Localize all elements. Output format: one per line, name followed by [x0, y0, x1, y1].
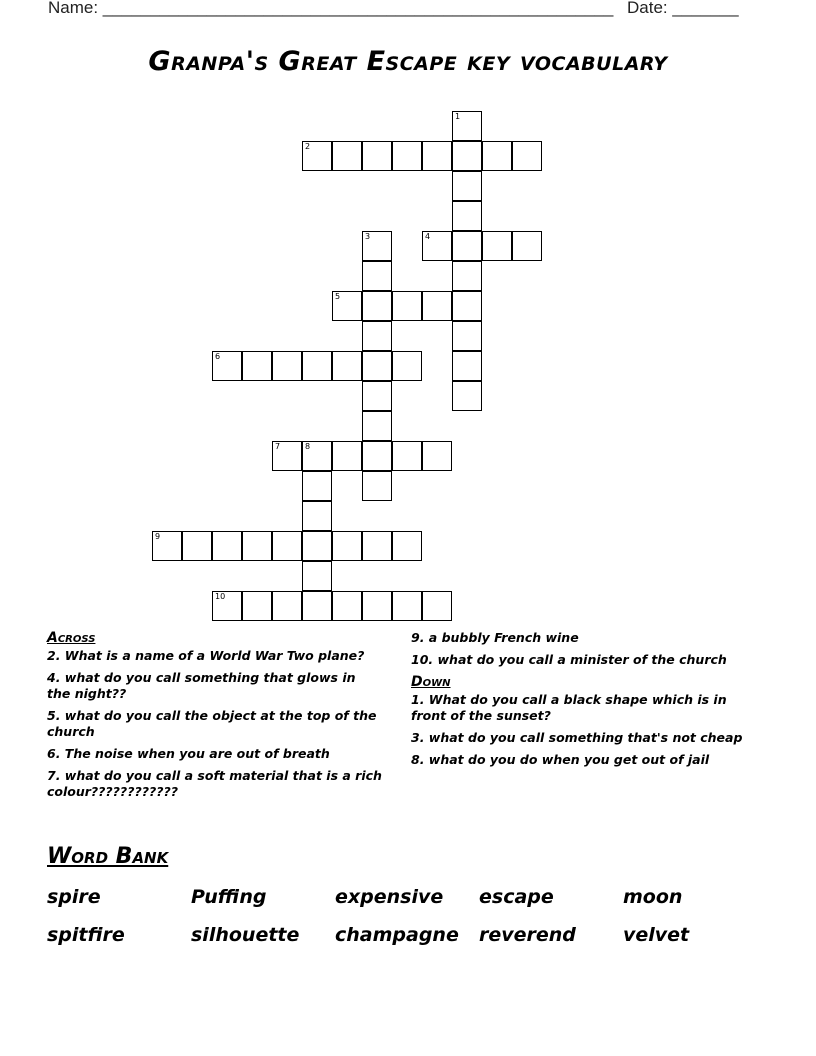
grid-cell[interactable]	[242, 531, 272, 561]
clues-column-left	[47, 630, 382, 806]
grid-cell[interactable]	[152, 531, 182, 561]
word-bank-item: champagne	[335, 924, 459, 946]
grid-cell[interactable]	[362, 441, 392, 471]
grid-cell[interactable]	[362, 591, 392, 621]
clue-across-2: 2. What is a name of a World War Two plane?	[47, 648, 365, 663]
grid-cell[interactable]	[392, 141, 422, 171]
clue-across-5: 5. what do you call the object at the top of the church	[47, 708, 377, 739]
grid-cell[interactable]	[452, 231, 482, 261]
grid-cell[interactable]	[422, 441, 452, 471]
clue-number-label: 1	[455, 112, 461, 121]
grid-cell[interactable]	[392, 351, 422, 381]
grid-cell[interactable]	[182, 531, 212, 561]
grid-cell[interactable]	[302, 561, 332, 591]
grid-cell[interactable]	[332, 531, 362, 561]
grid-cell[interactable]	[452, 261, 482, 291]
clue-number-label: 4	[425, 232, 431, 241]
grid-cell[interactable]	[302, 591, 332, 621]
grid-cell[interactable]	[272, 591, 302, 621]
clue-number-label: 10	[215, 592, 226, 601]
grid-cell[interactable]	[362, 411, 392, 441]
clue-down-8: 8. what do you do when you get out of jail	[411, 752, 710, 767]
grid-cell[interactable]	[302, 141, 332, 171]
grid-cell[interactable]	[362, 291, 392, 321]
word-bank-item: expensive	[335, 886, 444, 908]
down-heading: Down	[411, 674, 451, 690]
grid-cell[interactable]	[302, 441, 332, 471]
grid-cell[interactable]	[452, 171, 482, 201]
clue-across-7: 7. what do you call a soft material that is a rich colour????????????	[47, 768, 382, 799]
grid-cell[interactable]	[452, 111, 482, 141]
grid-cell[interactable]	[272, 351, 302, 381]
clue-number-label: 6	[215, 352, 221, 361]
word-bank-item: escape	[479, 886, 554, 908]
clue-number-label: 9	[155, 532, 161, 541]
grid-cell[interactable]	[332, 351, 362, 381]
grid-cell[interactable]	[452, 291, 482, 321]
grid-cell[interactable]	[332, 141, 362, 171]
grid-cell[interactable]	[362, 321, 392, 351]
grid-cell[interactable]	[512, 231, 542, 261]
name-field-label: Name: ______________________________________________________	[48, 0, 614, 17]
word-bank-item: reverend	[479, 924, 576, 946]
word-bank-item: spire	[47, 886, 101, 908]
clue-number-label: 3	[365, 232, 371, 241]
grid-cell[interactable]	[272, 441, 302, 471]
grid-cell[interactable]	[212, 591, 242, 621]
grid-cell[interactable]	[362, 261, 392, 291]
grid-cell[interactable]	[422, 141, 452, 171]
clue-across-4: 4. what do you call something that glows in the night??	[47, 670, 356, 701]
grid-cell[interactable]	[362, 531, 392, 561]
clues-column-right	[411, 630, 756, 774]
clue-down-1: 1. What do you call a black shape which is in front of the sunset?	[411, 692, 727, 723]
across-heading: Across	[47, 630, 96, 646]
clue-number-label: 2	[305, 142, 311, 151]
grid-cell[interactable]	[452, 351, 482, 381]
word-bank-item: velvet	[623, 924, 690, 946]
word-bank-item: Puffing	[191, 886, 267, 908]
grid-cell[interactable]	[452, 381, 482, 411]
grid-cell[interactable]	[362, 351, 392, 381]
clue-number-label: 8	[305, 442, 311, 451]
grid-cell[interactable]	[452, 201, 482, 231]
grid-cell[interactable]	[362, 231, 392, 261]
word-bank-item: spitfire	[47, 924, 125, 946]
grid-cell[interactable]	[392, 591, 422, 621]
word-bank-title: Word Bank	[47, 844, 169, 869]
grid-cell[interactable]	[272, 531, 302, 561]
grid-cell[interactable]	[362, 141, 392, 171]
clue-across-10: 10. what do you call a minister of the church	[411, 652, 727, 667]
clue-number-label: 7	[275, 442, 281, 451]
grid-cell[interactable]	[392, 531, 422, 561]
grid-cell[interactable]	[422, 291, 452, 321]
grid-cell[interactable]	[302, 471, 332, 501]
grid-cell[interactable]	[482, 141, 512, 171]
grid-cell[interactable]	[512, 141, 542, 171]
grid-cell[interactable]	[422, 231, 452, 261]
grid-cell[interactable]	[242, 351, 272, 381]
grid-cell[interactable]	[302, 501, 332, 531]
grid-cell[interactable]	[452, 321, 482, 351]
page-title: Granpa's Great Escape key vocabulary	[148, 46, 668, 77]
clue-number-label: 5	[335, 292, 341, 301]
grid-cell[interactable]	[302, 531, 332, 561]
grid-cell[interactable]	[212, 531, 242, 561]
grid-cell[interactable]	[332, 291, 362, 321]
grid-cell[interactable]	[362, 471, 392, 501]
grid-cell[interactable]	[302, 351, 332, 381]
word-bank-item: silhouette	[191, 924, 300, 946]
grid-cell[interactable]	[332, 441, 362, 471]
clue-across-9: 9. a bubbly French wine	[411, 630, 579, 645]
grid-cell[interactable]	[422, 591, 452, 621]
grid-cell[interactable]	[332, 591, 362, 621]
grid-cell[interactable]	[362, 381, 392, 411]
word-bank-item: moon	[623, 886, 683, 908]
grid-cell[interactable]	[212, 351, 242, 381]
grid-cell[interactable]	[452, 141, 482, 171]
clue-across-6: 6. The noise when you are out of breath	[47, 746, 330, 761]
date-field-label: Date: _______	[627, 0, 739, 17]
grid-cell[interactable]	[242, 591, 272, 621]
grid-cell[interactable]	[482, 231, 512, 261]
clue-down-3: 3. what do you call something that's not cheap	[411, 730, 743, 745]
grid-cell[interactable]	[392, 441, 422, 471]
grid-cell[interactable]	[392, 291, 422, 321]
